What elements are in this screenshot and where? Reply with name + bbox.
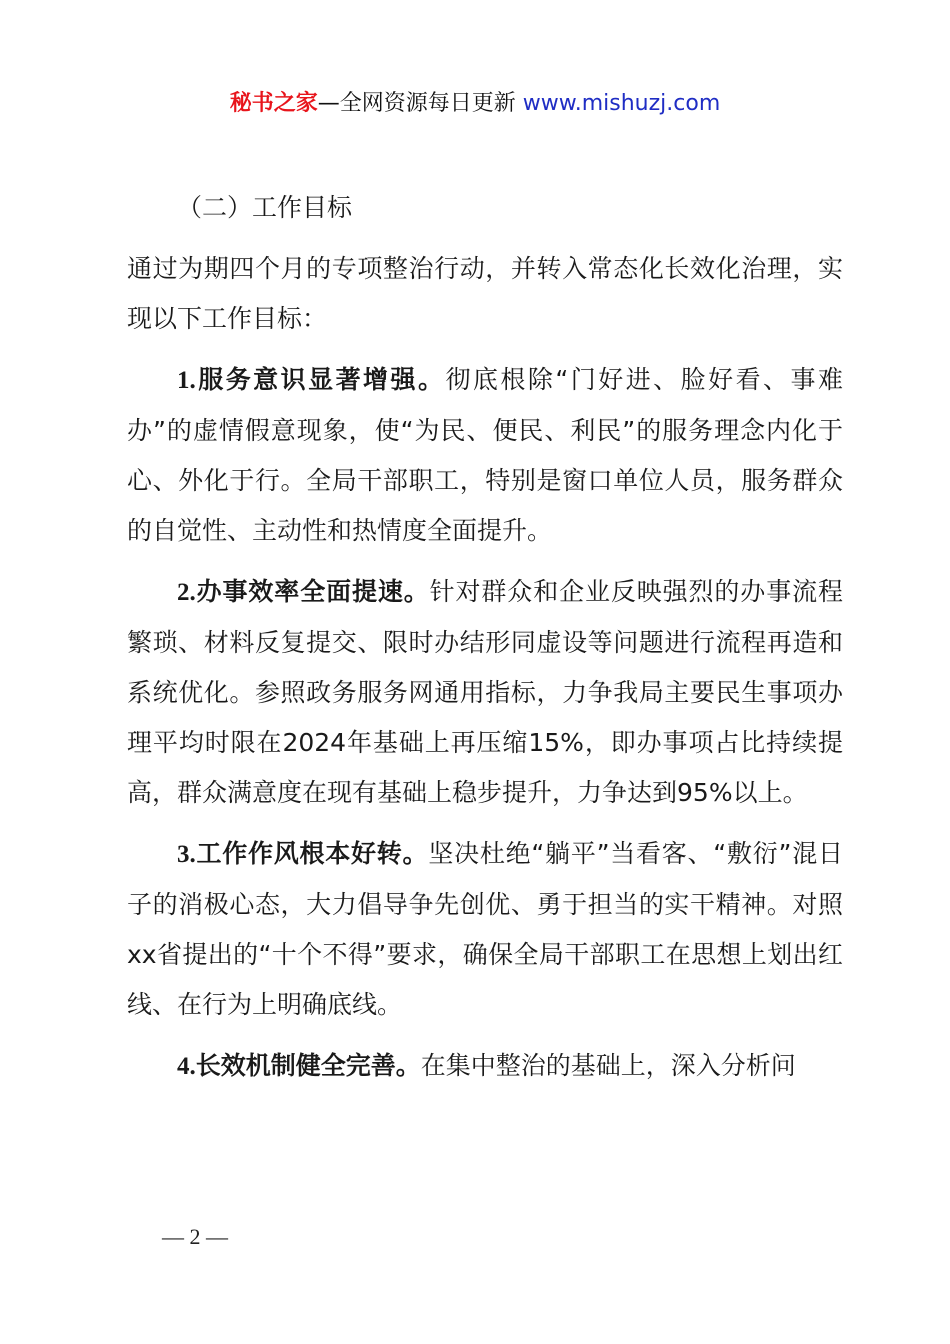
goal-body: 彻底根除“门好进、脸好看、事难办”的虚情假意现象，使“为民、便民、利民”的服务理念内化于心、外化于行。全局干部职工，特别是窗口单位人员，服务群众的自觉性、主动性和热情度全面提升。 bbox=[127, 365, 843, 545]
site-url-link[interactable]: www.mishuzj.com bbox=[522, 91, 721, 116]
goal-number: 1. bbox=[177, 367, 196, 394]
goal-number: 3. bbox=[177, 841, 196, 868]
page-number: — 2 — bbox=[162, 1224, 228, 1249]
section-heading: （二）工作目标 bbox=[177, 193, 353, 222]
goal-body: 坚决杜绝“躺平”当看客、“敷衍”混日子的消极心态，大力倡导争先创优、勇于担当的实干精神。对照xx省提出的“十个不得”要求，确保全局干部职工在思想上划出红线、在行为上明确底线。 bbox=[127, 839, 843, 1019]
goal-title: 服务意识显著增强。 bbox=[195, 365, 446, 394]
goal-number: 4. bbox=[177, 1053, 196, 1080]
document-body bbox=[127, 183, 843, 1103]
site-brand: 秘书之家 bbox=[229, 91, 318, 116]
site-tagline: —全网资源每日更新 bbox=[317, 91, 523, 116]
goal-title: 长效机制健全完善。 bbox=[195, 1051, 421, 1080]
goal-number: 2. bbox=[177, 579, 196, 606]
goal-body: 在集中整治的基础上，深入分析问 bbox=[420, 1051, 796, 1080]
goal-item-4 bbox=[127, 1041, 843, 1092]
site-header bbox=[0, 86, 950, 122]
section-intro: 通过为期四个月的专项整治行动，并转入常态化长效化治理，实现以下工作目标： bbox=[127, 254, 843, 333]
goal-item-2 bbox=[127, 567, 843, 818]
goal-title: 工作作风根本好转。 bbox=[195, 839, 429, 868]
goal-title: 办事效率全面提速。 bbox=[195, 577, 430, 606]
goal-item-3 bbox=[127, 829, 843, 1030]
goal-body: 针对群众和企业反映强烈的办事流程繁琐、材料反复提交、限时办结形同虚设等问题进行流程再造和系统优化。参照政务服务网通用指标，力争我局主要民生事项办理平均时限在2024年基础上再压缩15%，即办事项占比持续提高，群众满意度在现有基础上稳步提升，力争达到95%以上。 bbox=[127, 577, 843, 807]
goal-item-1 bbox=[127, 355, 843, 556]
